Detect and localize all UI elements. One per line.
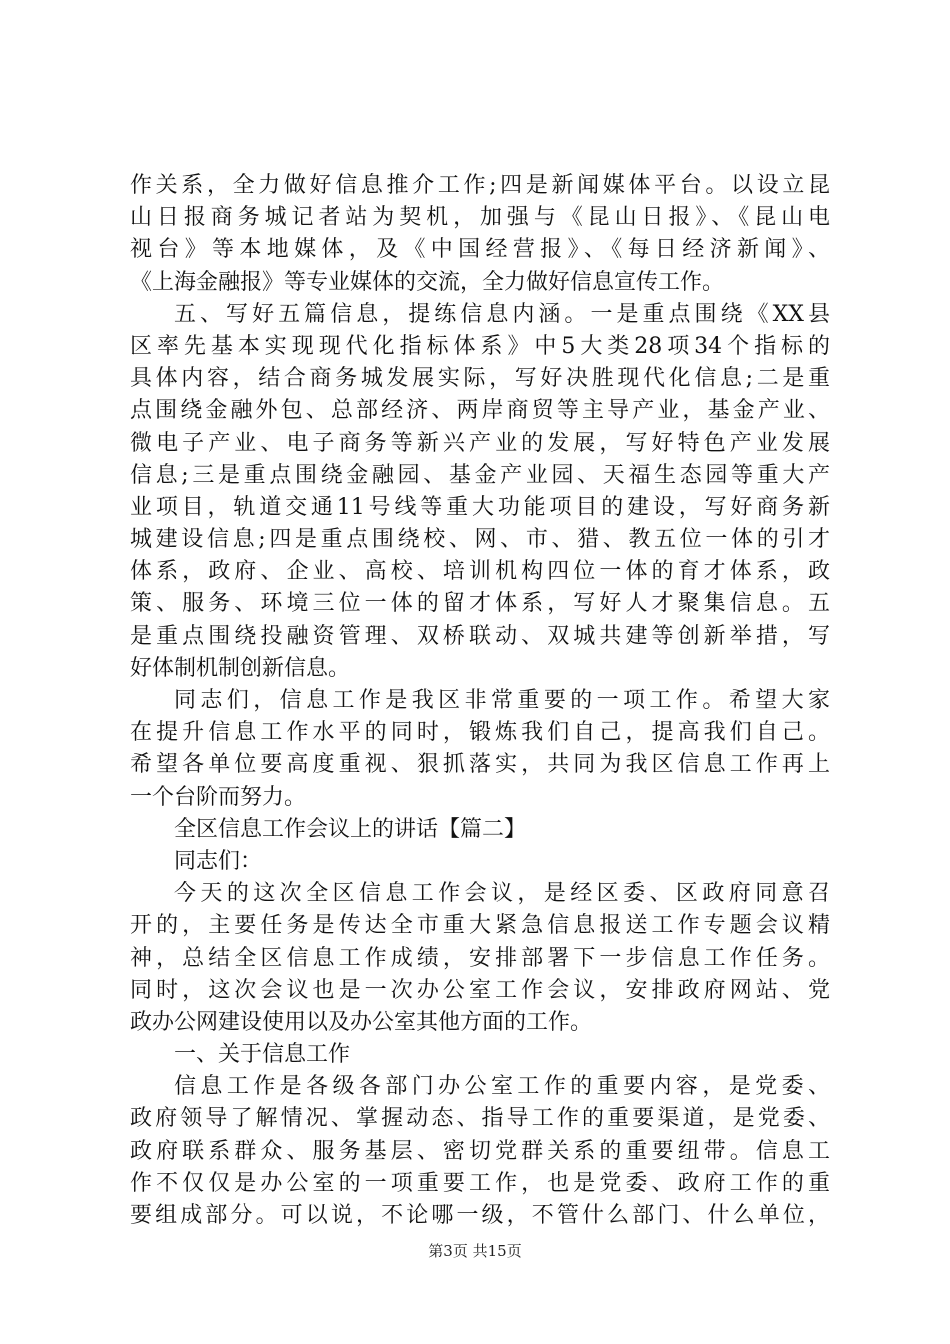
text-line: 政办公网建设使用以及办公室其他方面的工作。 xyxy=(130,1009,593,1035)
text-line: 在提升信息工作水平的同时，锻炼我们自己，提高我们自己。 xyxy=(130,720,830,746)
salutation: 同志们： xyxy=(174,848,263,874)
paragraph-start: 今天的这次全区信息工作会议，是经区委、区政府同意召 xyxy=(174,881,830,907)
text-line: 区率先基本实现现代化指标体系》中5大类28项34个指标的 xyxy=(130,333,830,359)
text-line: 政府联系群众、服务基层、密切党群关系的重要纽带。信息工 xyxy=(130,1138,830,1164)
text-line: 视台》等本地媒体，及《中国经营报》、《每日经济新闻》、 xyxy=(130,237,830,263)
text-line: 要组成部分。可以说，不论哪一级，不管什么部门、什么单位， xyxy=(130,1203,830,1228)
text-line: 策、服务、环境三位一体的留才体系，写好人才聚集信息。五 xyxy=(130,591,830,617)
section-heading: 一、关于信息工作 xyxy=(174,1042,351,1068)
text-line: 希望各单位要高度重视、狠抓落实，共同为我区信息工作再上 xyxy=(130,752,830,778)
text-line: 具体内容，结合商务城发展实际，写好决胜现代化信息;二是重 xyxy=(130,366,830,392)
text-line: 开的，主要任务是传达全市重大紧急信息报送工作专题会议精 xyxy=(130,913,830,939)
paragraph-start: 五、写好五篇信息，提练信息内涵。一是重点围绕《XX县 xyxy=(174,301,830,327)
text-line: 信息;三是重点围绕金融园、基金产业园、天福生态园等重大产 xyxy=(130,462,830,488)
document-body xyxy=(130,170,830,1232)
text-line: 作关系，全力做好信息推介工作;四是新闻媒体平台。以设立昆 xyxy=(130,173,830,198)
text-line: 好体制机制创新信息。 xyxy=(130,655,351,681)
paragraph-start: 信息工作是各级各部门办公室工作的重要内容，是党委、 xyxy=(174,1074,830,1100)
text-line: 业项目，轨道交通11号线等重大功能项目的建设，写好商务新 xyxy=(130,494,830,520)
page-number: 第3页 共15页 xyxy=(428,1242,522,1260)
text-line: 城建设信息;四是重点围绕校、网、市、猎、教五位一体的引才 xyxy=(130,527,830,553)
text-line: 体系，政府、企业、高校、培训机构四位一体的育才体系，政 xyxy=(130,559,830,585)
text-line: 《上海金融报》等专业媒体的交流，全力做好信息宣传工作。 xyxy=(130,269,725,295)
section-heading: 全区信息工作会议上的讲话【篇二】 xyxy=(174,816,527,842)
text-line: 神，总结全区信息工作成绩，安排部署下一步信息工作任务。 xyxy=(130,945,830,971)
text-line: 点围绕金融外包、总部经济、两岸商贸等主导产业，基金产业、 xyxy=(130,398,830,424)
text-line: 山日报商务城记者站为契机，加强与《昆山日报》、《昆山电 xyxy=(130,205,830,231)
text-line: 是重点围绕投融资管理、双桥联动、双城共建等创新举措，写 xyxy=(130,623,830,649)
text-line: 微电子产业、电子商务等新兴产业的发展，写好特色产业发展 xyxy=(130,430,830,456)
text-line: 同时，这次会议也是一次办公室工作会议，安排政府网站、党 xyxy=(130,977,830,1003)
text-line: 一个台阶而努力。 xyxy=(130,784,307,810)
text-line: 作不仅仅是办公室的一项重要工作，也是党委、政府工作的重 xyxy=(130,1170,830,1196)
text-line: 政府领导了解情况、掌握动态、指导工作的重要渠道，是党委、 xyxy=(130,1106,830,1132)
paragraph-start: 同志们，信息工作是我区非常重要的一项工作。希望大家 xyxy=(174,688,830,713)
